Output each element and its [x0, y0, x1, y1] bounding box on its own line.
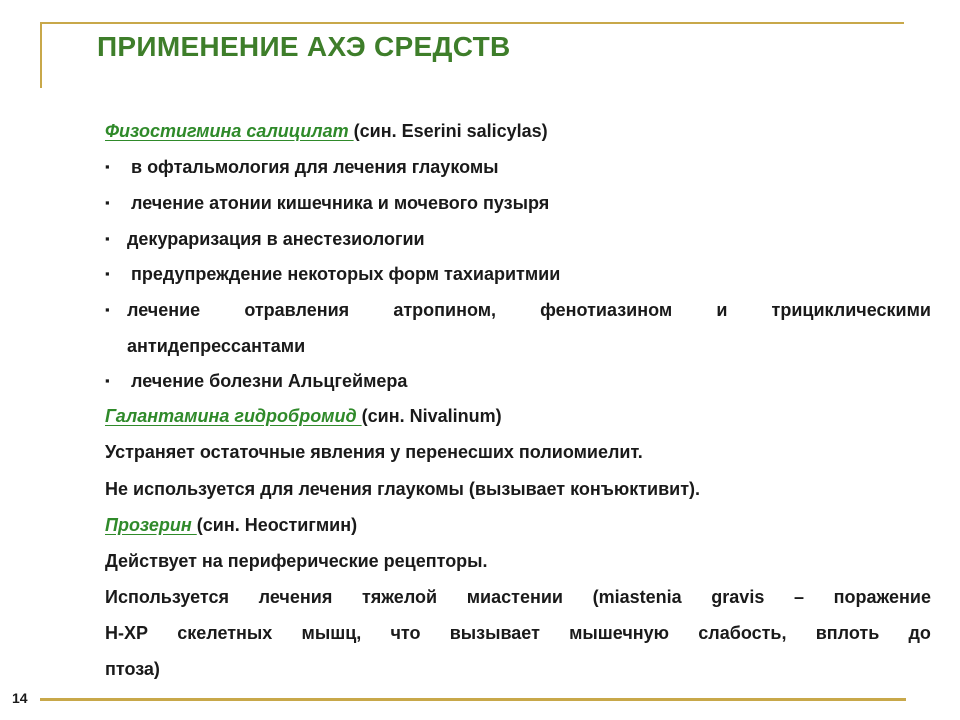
- paragraph-line-justified: [105, 622, 931, 644]
- word: вплоть: [815, 623, 880, 643]
- word: атропином,: [393, 300, 497, 320]
- paragraph-line-justified: [105, 586, 931, 608]
- bullet-icon: ▪: [105, 231, 110, 246]
- slide-title: ПРИМЕНЕНИЕ АХЭ СРЕДСТВ: [97, 31, 511, 62]
- paragraph-line: птоза): [105, 659, 160, 679]
- drug-name: Физостигмина салицилат: [105, 121, 354, 141]
- word: вызывает: [449, 623, 540, 643]
- word: и: [716, 300, 728, 320]
- drug-heading-physostigmine: [105, 120, 931, 142]
- list-item-text: лечение атонии кишечника и мочевого пузыря: [131, 193, 550, 213]
- list-item-text: в офтальмология для лечения глаукомы: [131, 157, 499, 177]
- justified-text: [105, 586, 931, 608]
- list-item-text-justified: [127, 299, 931, 321]
- list-item-text: предупреждение некоторых форм тахиаритмии: [131, 264, 561, 284]
- top-frame-line: [40, 22, 904, 24]
- word: лечения: [258, 587, 333, 607]
- drug-name: Галантамина гидробромид: [105, 406, 362, 426]
- bullet-icon: ▪: [105, 373, 110, 388]
- word: миастении: [466, 587, 563, 607]
- word: –: [793, 587, 804, 607]
- paragraph-line: Действует на периферические рецепторы.: [105, 551, 488, 571]
- bullet-icon: ▪: [105, 159, 110, 174]
- word: (miastenia: [592, 587, 682, 607]
- bottom-frame-line: [40, 698, 906, 701]
- word: трициклическими: [771, 300, 931, 320]
- word: Используется: [105, 587, 230, 607]
- word: лечение: [127, 300, 201, 320]
- list-item-text: лечение болезни Альцгеймера: [131, 371, 408, 391]
- list-item-text: антидепрессантами: [127, 336, 306, 356]
- word: что: [390, 623, 421, 643]
- bullet-icon: ▪: [105, 266, 110, 281]
- list-item-text: декураризация в анестезиологии: [127, 229, 425, 249]
- word: Н-ХР: [105, 623, 149, 643]
- drug-heading-galantamine: [105, 405, 931, 427]
- drug-name: Прозерин: [105, 515, 197, 535]
- drug-synonym: (син. Eserini salicylas): [353, 121, 548, 141]
- word: мышечную: [569, 623, 670, 643]
- word: поражение: [833, 587, 931, 607]
- word: gravis: [711, 587, 765, 607]
- drug-synonym: (син. Неостигмин): [196, 515, 358, 535]
- paragraph-line: Не используется для лечения глаукомы (вызывает конъюктивит).: [105, 479, 701, 499]
- justified-text: [105, 622, 931, 644]
- word: отравления: [244, 300, 350, 320]
- paragraph-line: Устраняет остаточные явления у перенесших полиомиелит.: [105, 442, 643, 462]
- bullet-icon: ▪: [105, 195, 110, 210]
- bullet-icon: ▪: [105, 302, 110, 317]
- drug-synonym: (син. Nivalinum): [361, 406, 502, 426]
- word: скелетных: [177, 623, 273, 643]
- word: слабость,: [698, 623, 787, 643]
- word: фенотиазином: [540, 300, 673, 320]
- drug-heading-prozerin: [105, 514, 931, 536]
- word: тяжелой: [361, 587, 438, 607]
- page-number: 14: [12, 690, 28, 706]
- word: до: [908, 623, 931, 643]
- left-frame-line: [40, 22, 42, 88]
- word: мышц,: [301, 623, 362, 643]
